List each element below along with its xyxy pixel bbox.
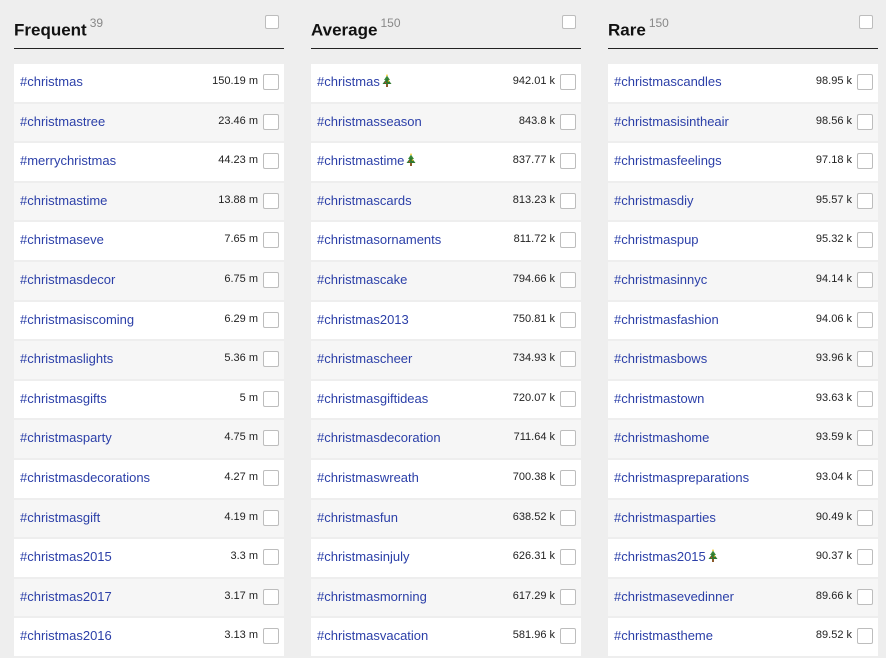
hashtag-checkbox[interactable] bbox=[857, 193, 873, 209]
hashtag-post-count: 813.23 k bbox=[512, 193, 555, 206]
hashtag-link[interactable] bbox=[20, 114, 105, 129]
hashtag-text: #christmascake bbox=[317, 271, 408, 287]
hashtag-checkbox[interactable] bbox=[263, 391, 279, 407]
column-header bbox=[311, 0, 581, 49]
hashtag-row bbox=[608, 301, 878, 341]
hashtag-post-count: 3.13 m bbox=[224, 629, 258, 642]
hashtag-checkbox[interactable] bbox=[560, 114, 576, 130]
hashtag-checkbox[interactable] bbox=[560, 628, 576, 644]
hashtag-post-count: 7.65 m bbox=[224, 233, 258, 246]
hashtag-text: #christmastime bbox=[20, 192, 108, 208]
hashtag-checkbox[interactable] bbox=[857, 114, 873, 130]
hashtag-text: #christmasfashion bbox=[614, 311, 719, 327]
hashtag-link[interactable] bbox=[317, 628, 428, 643]
hashtag-row bbox=[14, 419, 284, 459]
hashtag-row bbox=[14, 221, 284, 261]
hashtag-checkbox[interactable] bbox=[263, 510, 279, 526]
hashtag-checkbox[interactable] bbox=[263, 312, 279, 328]
column-title-text: Rare bbox=[608, 20, 646, 40]
hashtag-link[interactable] bbox=[317, 193, 412, 208]
hashtag-post-count: 626.31 k bbox=[512, 550, 555, 563]
hashtag-checkbox[interactable] bbox=[560, 470, 576, 486]
column-count: 150 bbox=[648, 16, 669, 30]
hashtag-post-count: 89.66 k bbox=[815, 589, 852, 602]
hashtag-link[interactable] bbox=[317, 589, 427, 604]
hashtag-checkbox[interactable] bbox=[560, 74, 576, 90]
hashtag-checkbox[interactable] bbox=[560, 430, 576, 446]
hashtag-post-count: 811.72 k bbox=[513, 233, 555, 246]
hashtag-link[interactable] bbox=[317, 351, 412, 366]
hashtag-checkbox[interactable] bbox=[560, 232, 576, 248]
hashtag-checkbox[interactable] bbox=[857, 391, 873, 407]
hashtag-list bbox=[14, 63, 284, 657]
hashtag-link[interactable] bbox=[20, 193, 107, 208]
hashtag-list bbox=[608, 63, 878, 657]
hashtag-link[interactable] bbox=[317, 312, 409, 327]
hashtag-post-count: 95.32 k bbox=[815, 233, 852, 246]
hashtag-row bbox=[14, 538, 284, 578]
hashtag-link[interactable] bbox=[20, 628, 112, 643]
hashtag-row bbox=[608, 459, 878, 499]
hashtag-link[interactable] bbox=[20, 232, 104, 247]
hashtag-checkbox[interactable] bbox=[263, 74, 279, 90]
hashtag-post-count: 150.19 m bbox=[212, 75, 258, 87]
hashtag-text: #christmasmorning bbox=[317, 588, 427, 604]
hashtag-checkbox[interactable] bbox=[857, 589, 873, 605]
hashtag-text: #christmas bbox=[20, 74, 83, 89]
hashtag-row bbox=[14, 63, 284, 103]
hashtag-text: #christmascheer bbox=[317, 351, 413, 367]
hashtag-link[interactable] bbox=[20, 153, 116, 168]
column-title-text: Average bbox=[311, 20, 378, 40]
column-title bbox=[14, 18, 103, 41]
hashtag-link[interactable] bbox=[317, 510, 398, 525]
select-all-checkbox[interactable] bbox=[859, 15, 873, 29]
hashtag-text: #christmas2015 bbox=[20, 549, 112, 565]
hashtag-column-average bbox=[311, 0, 581, 644]
hashtag-text: #christmasevedinner bbox=[614, 588, 734, 604]
hashtag-checkbox[interactable] bbox=[263, 470, 279, 486]
hashtag-text: #christmastheme bbox=[614, 628, 713, 644]
hashtag-text: #christmastime bbox=[317, 153, 405, 169]
hashtag-row bbox=[608, 499, 878, 539]
hashtag-checkbox[interactable] bbox=[857, 272, 873, 288]
hashtag-checkbox[interactable] bbox=[263, 430, 279, 446]
hashtag-text: #christmasgiftideas bbox=[317, 390, 429, 406]
hashtag-text: #christmas2015 bbox=[614, 549, 706, 565]
hashtag-link[interactable] bbox=[614, 272, 707, 287]
hashtag-checkbox[interactable] bbox=[560, 510, 576, 526]
hashtag-link[interactable] bbox=[614, 391, 704, 406]
hashtag-post-count: 581.96 k bbox=[512, 629, 555, 642]
hashtag-row bbox=[14, 103, 284, 143]
hashtag-row bbox=[311, 340, 581, 380]
hashtag-link[interactable] bbox=[614, 74, 722, 89]
hashtag-row bbox=[608, 142, 878, 182]
hashtag-link[interactable] bbox=[20, 74, 83, 89]
hashtag-checkbox[interactable] bbox=[857, 430, 873, 446]
hashtag-text: #christmasvacation bbox=[317, 628, 429, 644]
hashtag-post-count: 837.77 k bbox=[512, 154, 555, 167]
hashtag-link[interactable] bbox=[20, 391, 107, 406]
hashtag-post-count: 23.46 m bbox=[218, 114, 258, 127]
hashtag-row bbox=[608, 103, 878, 143]
hashtag-link[interactable] bbox=[614, 549, 719, 564]
hashtag-post-count: 98.95 k bbox=[815, 75, 852, 87]
hashtag-text: #christmastree bbox=[20, 113, 106, 129]
hashtag-list bbox=[311, 63, 581, 657]
hashtag-post-count: 95.57 k bbox=[815, 193, 852, 206]
hashtag-checkbox[interactable] bbox=[560, 391, 576, 407]
hashtag-text: #christmaseve bbox=[20, 232, 104, 248]
hashtag-row bbox=[608, 419, 878, 459]
hashtag-link[interactable] bbox=[20, 589, 112, 604]
hashtag-post-count: 794.66 k bbox=[512, 272, 555, 285]
hashtag-text: #christmasfeelings bbox=[614, 153, 722, 169]
hashtag-text: #merrychristmas bbox=[20, 153, 117, 169]
hashtag-text: #christmasdecorations bbox=[20, 469, 151, 485]
hashtag-text: #christmastown bbox=[614, 390, 705, 406]
hashtag-post-count: 5.36 m bbox=[224, 352, 258, 365]
hashtag-row bbox=[14, 261, 284, 301]
christmas-tree-icon bbox=[707, 549, 719, 563]
hashtag-text: #christmasinnyc bbox=[614, 271, 708, 287]
hashtag-row bbox=[14, 578, 284, 618]
hashtag-text: #christmasgift bbox=[20, 509, 101, 525]
hashtag-post-count: 711.64 k bbox=[513, 431, 555, 444]
column-count: 39 bbox=[89, 16, 104, 30]
hashtag-text: #christmaslights bbox=[20, 351, 114, 367]
hashtag-text: #christmasiscoming bbox=[20, 311, 135, 327]
hashtag-link[interactable] bbox=[20, 510, 100, 525]
column-header bbox=[14, 0, 284, 49]
hashtag-checkbox[interactable] bbox=[263, 114, 279, 130]
hashtag-row bbox=[14, 380, 284, 420]
hashtag-link[interactable] bbox=[614, 470, 749, 485]
hashtag-post-count: 617.29 k bbox=[512, 589, 555, 602]
hashtag-checkbox[interactable] bbox=[857, 351, 873, 367]
hashtag-column-rare bbox=[608, 0, 878, 644]
hashtag-checkbox[interactable] bbox=[263, 351, 279, 367]
hashtag-column-frequent bbox=[14, 0, 284, 644]
hashtag-link[interactable] bbox=[614, 193, 693, 208]
hashtag-text: #christmascards bbox=[317, 192, 412, 208]
hashtag-row bbox=[608, 182, 878, 222]
hashtag-post-count: 94.14 k bbox=[815, 272, 852, 285]
hashtag-link[interactable] bbox=[614, 589, 734, 604]
hashtag-row bbox=[14, 340, 284, 380]
hashtag-post-count: 734.93 k bbox=[512, 352, 555, 365]
hashtag-link[interactable] bbox=[20, 470, 150, 485]
hashtag-text: #christmaspup bbox=[614, 232, 699, 248]
hashtag-checkbox[interactable] bbox=[560, 549, 576, 565]
hashtag-post-count: 93.96 k bbox=[815, 352, 852, 365]
hashtag-row bbox=[608, 63, 878, 103]
hashtag-checkbox[interactable] bbox=[857, 74, 873, 90]
hashtag-text: #christmas2016 bbox=[20, 628, 112, 644]
hashtag-post-count: 98.56 k bbox=[815, 114, 852, 127]
hashtag-text: #christmasparties bbox=[614, 509, 716, 525]
hashtag-text: #christmas2017 bbox=[20, 588, 112, 604]
hashtag-post-count: 4.19 m bbox=[224, 510, 258, 523]
hashtag-link[interactable] bbox=[317, 232, 441, 247]
hashtag-link[interactable] bbox=[614, 312, 719, 327]
select-all-checkbox[interactable] bbox=[265, 15, 279, 29]
hashtag-post-count: 93.04 k bbox=[815, 470, 852, 483]
hashtag-row bbox=[14, 182, 284, 222]
hashtag-checkbox[interactable] bbox=[560, 153, 576, 169]
hashtag-link[interactable] bbox=[317, 430, 441, 445]
column-title bbox=[311, 18, 401, 41]
column-header bbox=[608, 0, 878, 49]
hashtag-post-count: 5 m bbox=[239, 391, 258, 404]
hashtag-link[interactable] bbox=[614, 114, 729, 129]
hashtag-row bbox=[608, 221, 878, 261]
hashtag-link[interactable] bbox=[317, 272, 407, 287]
hashtag-text: #christmasisintheair bbox=[614, 113, 729, 129]
hashtag-link[interactable] bbox=[614, 232, 699, 247]
hashtag-link[interactable] bbox=[614, 628, 713, 643]
hashtag-text: #christmasinjuly bbox=[317, 549, 410, 565]
hashtag-row bbox=[311, 380, 581, 420]
hashtag-post-count: 90.37 k bbox=[815, 550, 852, 563]
christmas-tree-icon bbox=[405, 153, 417, 167]
hashtag-link[interactable] bbox=[614, 430, 709, 445]
hashtag-checkbox[interactable] bbox=[857, 549, 873, 565]
hashtag-link[interactable] bbox=[20, 351, 113, 366]
hashtag-post-count: 750.81 k bbox=[512, 312, 555, 325]
hashtag-post-count: 89.52 k bbox=[815, 629, 852, 642]
hashtag-text: #christmas2013 bbox=[317, 311, 409, 327]
hashtag-row bbox=[608, 617, 878, 657]
hashtag-post-count: 3.17 m bbox=[224, 589, 258, 602]
hashtag-link[interactable] bbox=[317, 74, 393, 89]
hashtag-link[interactable] bbox=[20, 272, 115, 287]
hashtag-link[interactable] bbox=[20, 312, 134, 327]
hashtag-row bbox=[608, 380, 878, 420]
hashtag-checkbox[interactable] bbox=[560, 193, 576, 209]
hashtag-text: #christmasgifts bbox=[20, 390, 107, 406]
hashtag-link[interactable] bbox=[614, 510, 716, 525]
hashtag-post-count: 90.49 k bbox=[815, 510, 852, 523]
hashtag-row bbox=[311, 578, 581, 618]
hashtag-checkbox[interactable] bbox=[263, 628, 279, 644]
hashtag-checkbox[interactable] bbox=[263, 232, 279, 248]
hashtag-row bbox=[311, 459, 581, 499]
select-all-checkbox[interactable] bbox=[562, 15, 576, 29]
hashtag-text: #christmas bbox=[317, 74, 380, 89]
hashtag-checkbox[interactable] bbox=[560, 312, 576, 328]
hashtag-post-count: 843.8 k bbox=[518, 114, 555, 127]
hashtag-post-count: 4.27 m bbox=[224, 470, 258, 483]
hashtag-text: #christmaspreparations bbox=[614, 469, 750, 485]
hashtag-checkbox[interactable] bbox=[263, 549, 279, 565]
hashtag-text: #christmasfun bbox=[317, 509, 398, 525]
hashtag-link[interactable] bbox=[20, 430, 112, 445]
hashtag-row bbox=[14, 142, 284, 182]
hashtag-post-count: 942.01 k bbox=[512, 75, 555, 87]
hashtag-text: #christmasparty bbox=[20, 430, 112, 446]
hashtag-link[interactable] bbox=[317, 114, 422, 129]
hashtag-row bbox=[608, 538, 878, 578]
hashtag-checkbox[interactable] bbox=[263, 589, 279, 605]
hashtag-row bbox=[311, 221, 581, 261]
column-count: 150 bbox=[380, 16, 401, 30]
hashtag-link[interactable] bbox=[614, 153, 722, 168]
hashtag-post-count: 638.52 k bbox=[512, 510, 555, 523]
hashtag-link[interactable] bbox=[317, 153, 417, 168]
hashtag-row bbox=[311, 538, 581, 578]
hashtag-post-count: 720.07 k bbox=[512, 391, 555, 404]
hashtag-post-count: 44.23 m bbox=[218, 154, 258, 167]
column-title bbox=[608, 18, 669, 41]
hashtag-text: #christmasdecor bbox=[20, 271, 116, 287]
hashtag-text: #christmaswreath bbox=[317, 469, 419, 485]
hashtag-link[interactable] bbox=[317, 549, 409, 564]
hashtag-text: #christmasornaments bbox=[317, 232, 442, 248]
hashtag-checkbox[interactable] bbox=[857, 232, 873, 248]
column-title-text: Frequent bbox=[14, 20, 87, 40]
hashtag-checkbox[interactable] bbox=[857, 153, 873, 169]
hashtag-row bbox=[311, 63, 581, 103]
hashtag-checkbox[interactable] bbox=[857, 628, 873, 644]
hashtag-row bbox=[14, 617, 284, 657]
hashtag-checkbox[interactable] bbox=[857, 312, 873, 328]
hashtag-row bbox=[311, 182, 581, 222]
hashtag-checkbox[interactable] bbox=[857, 510, 873, 526]
hashtag-checkbox[interactable] bbox=[560, 272, 576, 288]
hashtag-text: #christmasdecoration bbox=[317, 430, 441, 446]
hashtag-row bbox=[311, 103, 581, 143]
hashtag-row bbox=[608, 340, 878, 380]
hashtag-row bbox=[14, 499, 284, 539]
hashtag-post-count: 700.38 k bbox=[512, 470, 555, 483]
hashtag-post-count: 4.75 m bbox=[224, 431, 258, 444]
hashtag-row bbox=[608, 261, 878, 301]
hashtag-post-count: 93.63 k bbox=[815, 391, 852, 404]
hashtag-text: #christmashome bbox=[614, 430, 710, 446]
hashtag-text: #christmascandles bbox=[614, 74, 722, 89]
hashtag-text: #christmasdiy bbox=[614, 192, 694, 208]
hashtag-link[interactable] bbox=[614, 351, 707, 366]
hashtag-post-count: 6.29 m bbox=[224, 312, 258, 325]
hashtag-row bbox=[608, 578, 878, 618]
hashtag-row bbox=[311, 261, 581, 301]
hashtag-link[interactable] bbox=[317, 391, 428, 406]
hashtag-text: #christmasbows bbox=[614, 351, 708, 367]
hashtag-text: #christmasseason bbox=[317, 113, 422, 129]
hashtag-checkbox[interactable] bbox=[560, 351, 576, 367]
hashtag-row bbox=[14, 459, 284, 499]
hashtag-checkbox[interactable] bbox=[263, 193, 279, 209]
hashtag-post-count: 94.06 k bbox=[815, 312, 852, 325]
hashtag-post-count: 6.75 m bbox=[224, 272, 258, 285]
hashtag-checkbox[interactable] bbox=[263, 272, 279, 288]
hashtag-checkbox[interactable] bbox=[263, 153, 279, 169]
hashtag-row bbox=[311, 301, 581, 341]
hashtag-post-count: 97.18 k bbox=[815, 154, 852, 167]
hashtag-post-count: 3.3 m bbox=[230, 550, 258, 563]
christmas-tree-icon bbox=[381, 74, 393, 88]
hashtag-link[interactable] bbox=[20, 549, 112, 564]
hashtag-row bbox=[311, 499, 581, 539]
hashtag-checkbox[interactable] bbox=[857, 470, 873, 486]
hashtag-row bbox=[311, 617, 581, 657]
hashtag-checkbox[interactable] bbox=[560, 589, 576, 605]
hashtag-post-count: 13.88 m bbox=[218, 193, 258, 206]
hashtag-row bbox=[14, 301, 284, 341]
hashtag-link[interactable] bbox=[317, 470, 419, 485]
hashtag-row bbox=[311, 142, 581, 182]
hashtag-post-count: 93.59 k bbox=[815, 431, 852, 444]
hashtag-row bbox=[311, 419, 581, 459]
